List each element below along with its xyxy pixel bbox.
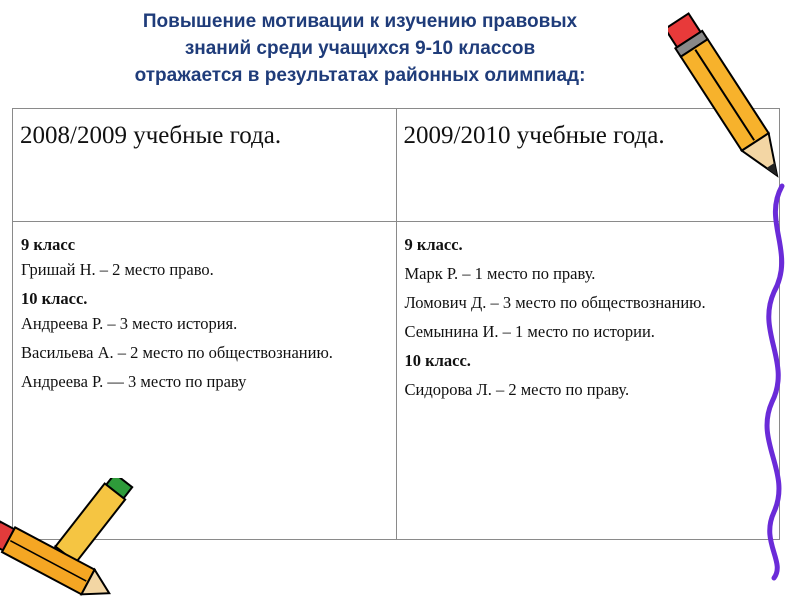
list-item: Сидорова Л. – 2 место по праву. xyxy=(404,380,630,399)
header-2008-label: 2008/2009 учебные года. xyxy=(20,122,282,149)
title-line-3: отражается в результатах районных олимпиад: xyxy=(134,65,586,86)
title-line-2: знаний среди учащихся 9-10 классов xyxy=(184,38,536,59)
list-item: Семынина И. – 1 место по истории. xyxy=(404,322,655,341)
list-item: Васильева А. – 2 место по обществознанию. xyxy=(21,343,333,362)
list-item: Ломович Д. – 3 место по обществознанию. xyxy=(404,293,706,312)
left-grade9-heading: 9 класс xyxy=(21,235,76,254)
left-grade10-heading: 10 класс. xyxy=(21,289,88,308)
right-grade10-heading: 10 класс. xyxy=(404,351,471,370)
pencil-icon xyxy=(0,478,180,600)
table-header-row xyxy=(13,109,780,222)
page-title xyxy=(20,8,700,89)
header-2009-label: 2009/2010 учебные года. xyxy=(403,122,665,149)
header-cell-2008 xyxy=(13,109,397,222)
pencil-icon xyxy=(668,0,788,200)
right-grade9-heading: 9 класс. xyxy=(404,235,463,254)
list-item: Марк Р. – 1 место по праву. xyxy=(404,264,596,283)
results-table xyxy=(12,108,780,540)
squiggle-icon xyxy=(752,182,798,582)
list-item: Андреева Р. — 3 место по праву xyxy=(21,372,247,391)
list-item: Андреева Р. – 3 место история. xyxy=(21,314,238,333)
title-line-1: Повышение мотивации к изучению правовых xyxy=(142,11,578,32)
list-item: Гришай Н. – 2 место право. xyxy=(21,260,214,279)
cell-2009-results xyxy=(396,222,780,540)
